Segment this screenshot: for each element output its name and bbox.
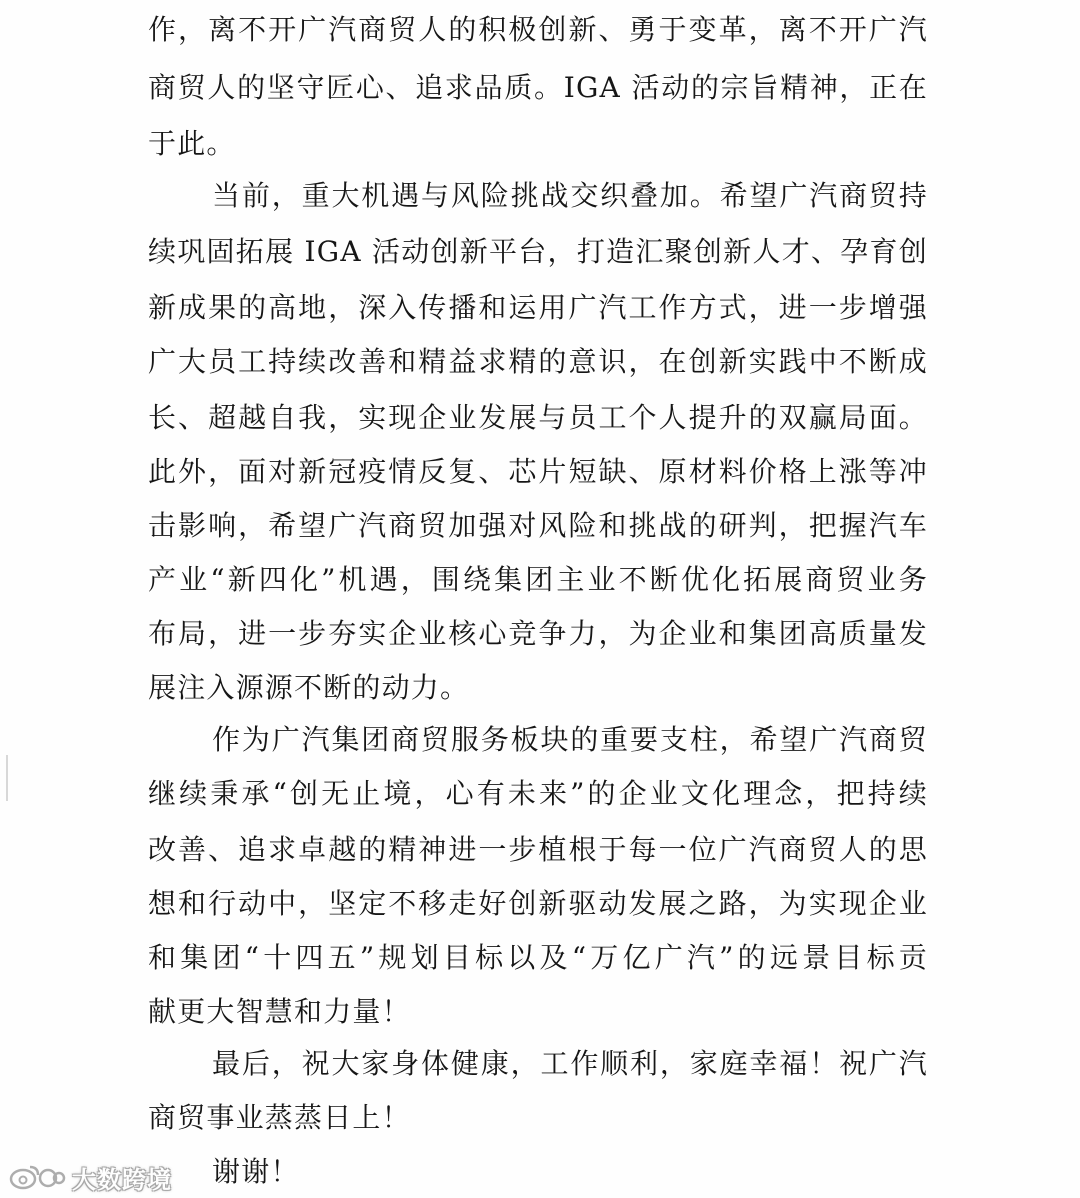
- paragraph-4-line-2: 商贸事业蒸蒸日上！: [148, 1101, 411, 1134]
- paragraph-3-line-4: 想和行动中，坚定不移走好创新驱动发展之路，为实现企业: [148, 887, 928, 920]
- paragraph-2-line-8: 产业“新四化”机遇，围绕集团主业不断优化拓展商贸业务: [148, 563, 928, 596]
- paragraph-2-line-5: 长、超越自我，实现企业发展与员工个人提升的双赢局面。: [148, 401, 928, 434]
- paragraph-2-line-7: 击影响，希望广汽商贸加强对风险和挑战的研判，把握汽车: [148, 509, 928, 542]
- paragraph-2-line-10: 展注入源源不断的动力。: [148, 671, 470, 704]
- watermark: [8, 1160, 172, 1194]
- paragraph-4-line-1: 最后，祝大家身体健康，工作顺利，家庭幸福！祝广汽: [212, 1047, 928, 1080]
- paragraph-3-line-2: 继续秉承“创无止境，心有未来”的企业文化理念，把持续: [148, 777, 928, 810]
- paragraph-3-line-3: 改善、追求卓越的精神进一步植根于每一位广汽商贸人的思: [148, 833, 928, 866]
- paragraph-2-line-2: 续巩固拓展 IGA 活动创新平台，打造汇聚创新人才、孕育创: [148, 235, 928, 268]
- paragraph-3-line-5: 和集团“十四五”规划目标以及“万亿广汽”的远景目标贡: [148, 941, 928, 974]
- watermark-text: 大数跨境: [72, 1165, 172, 1194]
- paragraph-2-line-4: 广大员工持续改善和精益求精的意识，在创新实践中不断成: [148, 345, 928, 378]
- paragraph-2-line-3: 新成果的高地，深入传播和运用广汽工作方式，进一步增强: [148, 291, 928, 324]
- paragraph-1-line-3: 于此。: [148, 127, 236, 160]
- scan-edge-mark: [6, 755, 8, 801]
- paragraph-1-line-1: 作，离不开广汽商贸人的积极创新、勇于变革，离不开广汽: [148, 13, 928, 46]
- paragraph-3-line-1: 作为广汽集团商贸服务板块的重要支柱，希望广汽商贸: [212, 723, 928, 756]
- closing-text: 谢谢！: [212, 1155, 300, 1188]
- weibo-logo-icon: [8, 1162, 66, 1192]
- paragraph-1-line-2: 商贸人的坚守匠心、追求品质。IGA 活动的宗旨精神，正在: [148, 71, 928, 104]
- paragraph-2-line-9: 布局，进一步夯实企业核心竞争力，为企业和集团高质量发: [148, 617, 928, 650]
- paragraph-2-line-6: 此外，面对新冠疫情反复、芯片短缺、原材料价格上涨等冲: [148, 455, 928, 488]
- paragraph-2-line-1: 当前，重大机遇与风险挑战交织叠加。希望广汽商贸持: [212, 179, 928, 212]
- paragraph-3-line-6: 献更大智慧和力量！: [148, 995, 411, 1028]
